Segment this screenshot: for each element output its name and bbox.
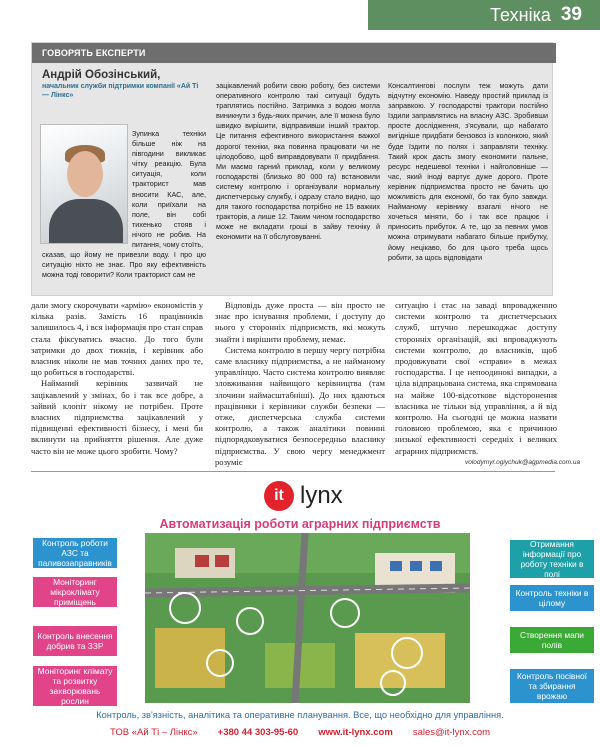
ad-tagline: Контроль, зв'язність, аналітика та оперативне планування. Все, що необхідно для управління. (96, 710, 504, 720)
website-link[interactable]: www.it-lynx.com (318, 727, 393, 738)
label-field-maps: Створення мапи полів (510, 627, 594, 653)
farm-map-illustration (145, 533, 470, 703)
page-number: 39 (560, 4, 582, 25)
label-field-info: Отримання інформації про роботу техніки в полі (510, 540, 594, 578)
paragraph: Система контролю в першу чергу потрібна саме власнику підприємства, а не найманому управлінцю. Часто система контролю виявляє зловживання найвищого керівництва (там злочини наймасштабніші). До них вдаються працівники і керівники служби безпеки — отже, диспетчерська служба системи контролю, а також аналітики повинні підпорядковуватися безпосередньо власнику підприємства. У свою чергу менеджмент розуміє (215, 344, 385, 467)
label-climate-monitoring: Моніторинг клімату та розвитку захворювань рослин (33, 666, 117, 706)
section-header (368, 0, 600, 30)
company-name: ТОВ «Ай Ті – Лінкс» (109, 727, 198, 738)
map-graphic (145, 533, 470, 703)
logo-word: lynx (300, 482, 343, 509)
paragraph: дали змогу скорочувати «армію» економістів у кілька разів. Замість 16 працівників залишилось 4, і вся інформація про стан справ стала фіксуватись вчасно. До того були затримки до двох тижнів, і керівник або власник ніколи не мав точних даних про те, що робиться в господарстві. (31, 300, 203, 378)
paragraph: Найманий керівник зазвичай не зацікавлений у змінах, бо і так все добре, а зайвий клопіт нікому не потрібен. Проте власних підприємства зацікавлений у підвищенні ефективності бізнесу, і мені би вклинути на прийняття рішення. Але дуже часто він не може цього зробити. Чому? (31, 378, 203, 456)
expert-box (31, 42, 553, 296)
expert-text-col1: Зупинка техніки більше ніж на півгодини викликає чітку реакцію. Була ситуація, коли тракторист мав вносити КАС, але, коли приїхали на поле, він собі тихенько стояв і нічого не робив. На питання, чому стоїть, (132, 129, 206, 250)
expert-photo (40, 124, 128, 244)
label-fertilizer-control: Контроль внесення добрив та ЗЗР (33, 626, 117, 656)
expert-heading: ГОВОРЯТЬ ЕКСПЕРТИ (32, 43, 556, 63)
label-microclimate: Моніторинг мікроклімату приміщень (33, 577, 117, 607)
label-machinery-control: Контроль техніки в цілому (510, 585, 594, 611)
ad-title: Автоматизація роботи аграрних підприємств (159, 517, 441, 531)
paragraph: ситуацію і стає на заваді впровадженню системи контролю та диспетчерських служб, штучно перешкоджає доступу сторонніх організацій, які впроваджують системи контролю, до власників, щоб продовжувати свої «справи» в межах господарства. І це непоодинокі випадки, а ціла відпрацьована система, яка спрямована на майже 100-відсоткове відсторонення власника не тільки від управління, а й від контролю. На сьогодні це можна назвати головною проблемою, яка є причиною низької ефективності середніх і великих аграрних підприємств. (395, 300, 557, 456)
article-column-2 (215, 300, 385, 468)
paragraph: Відповідь дуже проста — він просто не знає про існування проблеми, і доступу до нього у сторонніх підприємств, які можуть знайти і вирішити проблему, немає. (215, 300, 385, 344)
label-sowing-harvest: Контроль посівної та збирання врожаю (510, 669, 594, 703)
phone-link[interactable]: +380 44 303-95-60 (217, 727, 299, 738)
expert-name: Андрій Обозінський, (42, 69, 161, 81)
section-title: Техніка (490, 4, 551, 25)
label-fuel-control: Контроль роботи АЗС та паливозаправників (33, 538, 117, 568)
divider (31, 471, 555, 472)
ad-contacts (0, 727, 600, 738)
expert-text-col3: Консалтингові послуги теж можуть дати відчутну економію. Наведу простий приклад із заправкою. У господарстві трактори постійно їздили заправлятись на власну АЗС. Зробивши просте дослідження, з'ясували, що набагато вигідніше придбати бензовоз із колонкою, який буде їздити по полях і заправляти техніку. Такий крок дасть змогу економити пальне, ресурс недешевої техніки і найголовніше — час, який іноді вартує дуже дорого. Проте керівник підприємства просто не бачить цю можливість для економії, бо так було завжди. Найманому керівнику взагалі нічого не хочеться міняти, бо і так все працює і приносить прибуток. А те, що за певних умов можна отримувати набагато більше прибутку, йому нецікаво, бо для цього треба щось робити, за щось відповідати (388, 81, 548, 262)
expert-position: начальник служби підтримки компанії «Ай Ті — Лінкс» (42, 83, 199, 99)
logo-mark: it (264, 481, 294, 511)
expert-text-col1-bottom: сказав, що йому не привезли воду. І про цю ситуацію ніхто не знає. Про яку ефективність можна тоді говорити? Коли тракторист сам не (42, 250, 206, 280)
expert-text-col2: зацікавлений робити свою роботу, без системи оперативного контролю такі ситуації будуть траплятись постійно. Затримка з водою могла виникнути з будь-яких причин, але її можна було швидко вирішити, відправивши інший трактор. Це питання ефективного використання важкої дорогої техніки, яка повинна працювати чи не цілодобово, щоб виправдовувати її придбання. Ми маємо гарний приклад, коли у великому господарстві (близько 80 000 га) встановили систему контролю і організували нормальну диспетчерську службу, і одразу стало видно, що для такого господарства потрібно не 15 важких тракторів, а лише 12. Таким чином господарство може не вкладати гроші в зайву техніку й економити на її обслуговуванні. (216, 81, 380, 242)
it-lynx-logo (264, 481, 343, 511)
email-link[interactable]: sales@it-lynx.com (412, 727, 491, 738)
article-column-1 (31, 300, 203, 457)
article-column-3 (395, 300, 557, 457)
author-email[interactable]: volodymyr.ogiychuk@agpmedia.com.ua (465, 459, 581, 466)
